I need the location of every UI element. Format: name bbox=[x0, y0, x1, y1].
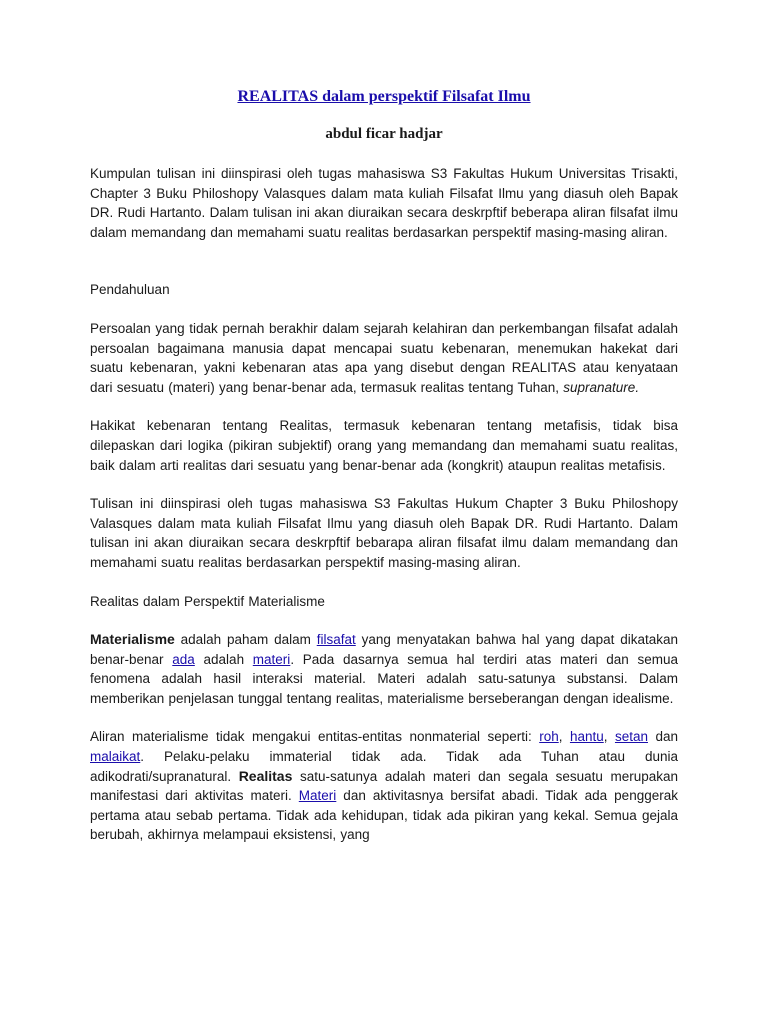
document-title bbox=[90, 88, 678, 106]
text: . Pelaku-pelaku immaterial tidak ada. Tidak ada Tuhan atau dunia adikodrati/supranatural. bbox=[90, 749, 678, 784]
link-hantu[interactable]: hantu bbox=[569, 729, 604, 745]
link-roh[interactable]: roh bbox=[539, 729, 559, 745]
text: dan aktivitasnya bersifat abadi. Tidak ada penggerak pertama atau sebab pertama. Tidak ada kehidupan, tidak ada pikiran yang kekal. Semua gejala berubah, akhirnya melampaui eksistensi, yang bbox=[90, 788, 678, 843]
paragraph-aliran bbox=[90, 727, 678, 845]
text: yang menyatakan bahwa hal yang dapat dikatakan benar-benar bbox=[90, 632, 678, 667]
title-link[interactable]: REALITAS dalam perspektif Filsafat Ilmu bbox=[237, 88, 531, 105]
paragraph-1-text: Persoalan yang tidak pernah berakhir dalam sejarah kelahiran dan perkembangan filsafat adalah persoalan bagaimana manusia dapat mencapai suatu kebenaran, menemukan hakekat dari suatu kebenaran, yakni kebenaran atas apa yang disebut dengan REALITAS atau kenyataan dari sesuatu (materi) yang benar-benar ada, termasuk realitas tentang Tuhan, bbox=[90, 320, 678, 395]
paragraph-materialisme bbox=[90, 630, 678, 708]
term-materialisme: Materialisme bbox=[90, 631, 175, 648]
paragraph-1-italic: supranature. bbox=[563, 379, 640, 395]
text: adalah paham dalam bbox=[174, 632, 317, 648]
document-page bbox=[90, 88, 678, 864]
link-ada[interactable]: ada bbox=[172, 651, 195, 667]
link-setan[interactable]: setan bbox=[614, 729, 648, 745]
link-filsafat[interactable]: filsafat bbox=[316, 632, 356, 648]
text: , bbox=[558, 729, 570, 745]
text: dan bbox=[647, 729, 678, 745]
term-realitas: Realitas bbox=[238, 767, 293, 784]
text: , bbox=[603, 729, 615, 745]
intro-paragraph: Kumpulan tulisan ini diinspirasi oleh tugas mahasiswa S3 Fakultas Hukum Universitas Trisakti, Chapter 3 Buku Philoshopy Valasques dalam mata kuliah Filsafat Ilmu yang diasuh oleh Bapak DR. Rudi Hartanto. Dalam tulisan ini akan diuraikan secara deskrpftif beberapa aliran filsafat ilmu dalam memandang dan memahami suatu realitas berdasarkan perspektif masing-masing aliran. bbox=[90, 166, 678, 240]
text: . Pada dasarnya semua hal terdiri atas materi dan semua fenomena adalah hasil interaksi material. Materi adalah satu-satunya substansi. Dalam memberikan penjelasan tunggal tentang realitas, materialisme berseberangan dengan idealisme. bbox=[90, 651, 678, 706]
text: adalah bbox=[194, 651, 253, 667]
link-malaikat[interactable]: malaikat bbox=[90, 749, 141, 765]
paragraph-1 bbox=[90, 319, 678, 397]
section-heading-materialisme: Realitas dalam Perspektif Materialisme bbox=[90, 593, 325, 609]
paragraph-3: Tulisan ini diinspirasi oleh tugas mahasiswa S3 Fakultas Hukum Chapter 3 Buku Philoshopy Valasques dalam mata kuliah Filsafat Ilmu yang diasuh oleh Bapak DR. Rudi Hartanto. Dalam tulisan ini akan diuraikan secara deskrpftif bebarapa aliran filsafat ilmu dalam memandang dan memahami suatu realitas berdasarkan perspektif masing-masing aliran. bbox=[90, 496, 678, 570]
text: Aliran materialisme tidak mengakui entitas-entitas nonmaterial seperti: bbox=[90, 729, 540, 745]
link-materi-2[interactable]: Materi bbox=[298, 788, 337, 804]
paragraph-2: Hakikat kebenaran tentang Realitas, termasuk kebenaran tentang metafisis, tidak bisa dilepaskan dari logika (pikiran subjektif) orang yang memandang dan memahami suatu realitas, baik dalam arti realitas dari sesuatu yang benar-benar ada (kongkrit) ataupun realitas metafisis. bbox=[90, 418, 678, 473]
link-materi[interactable]: materi bbox=[252, 651, 291, 667]
text: satu-satunya adalah materi dan segala sesuatu merupakan manifestasi dari aktivitas materi. bbox=[90, 768, 678, 804]
section-heading-pendahuluan: Pendahuluan bbox=[90, 282, 170, 298]
author-name: abdul ficar hadjar bbox=[325, 126, 443, 142]
